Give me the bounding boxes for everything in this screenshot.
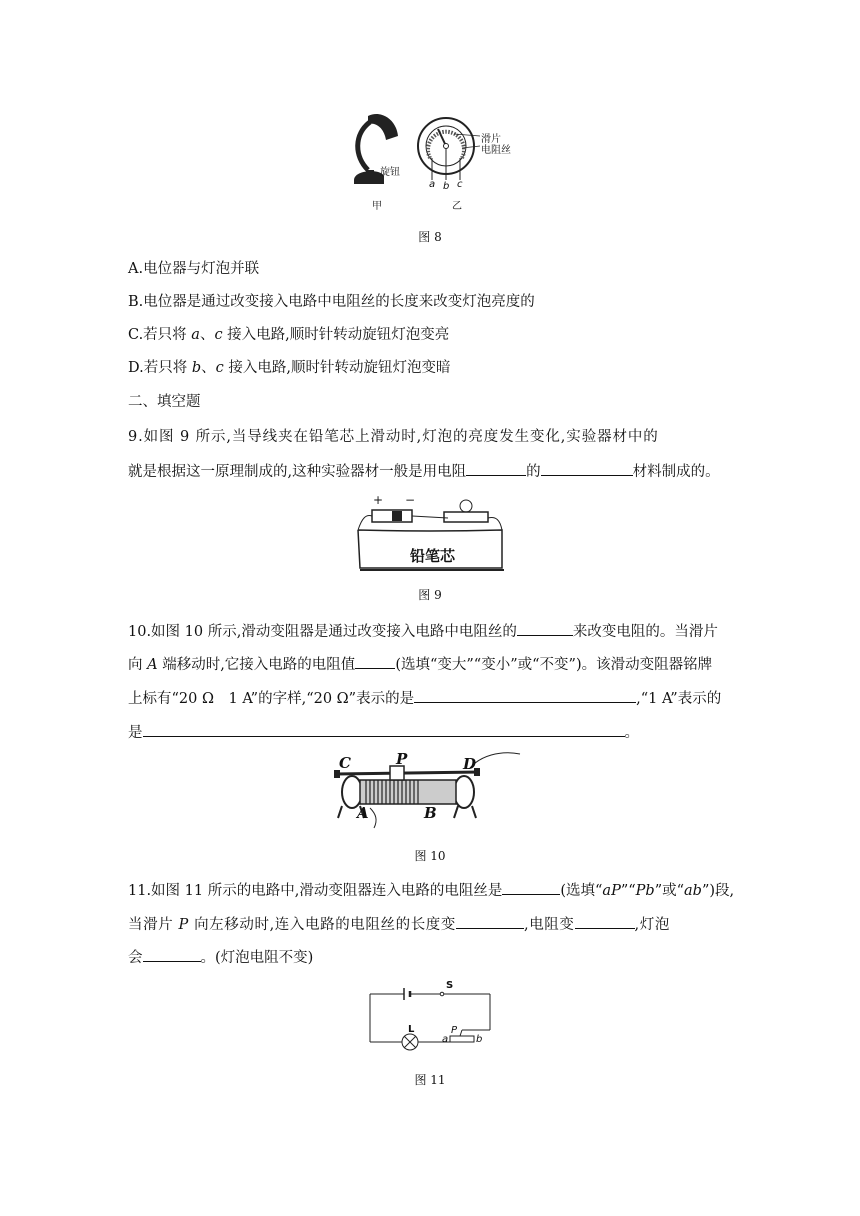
terminal-c-label: C xyxy=(339,754,351,772)
option-d: D.若只将 b、c 接入电路,顺时针转动旋钮灯泡变暗 xyxy=(128,360,451,376)
terminal-d-label: D xyxy=(463,755,477,773)
q10-line-1: 10.如图 10 所示,滑动变阻器是通过改变接入电路中电阻丝的 来改变电阻的。当滑片 xyxy=(128,620,718,642)
switch-s-label: S xyxy=(446,980,454,991)
figure-11-caption: 图 11 xyxy=(414,1073,446,1087)
section-2-title: 二、填空题 xyxy=(128,394,201,410)
knob-label: 旋钮 xyxy=(380,167,400,178)
figure-8-caption: 图 8 xyxy=(418,230,442,244)
q10-line-4: 是 。 xyxy=(128,721,639,743)
option-b: B.电位器是通过改变接入电路中电阻丝的长度来改变灯泡亮度的 xyxy=(128,294,535,310)
fig9-plus: + xyxy=(373,493,384,507)
q9-blank-1[interactable] xyxy=(466,460,526,476)
fig9-minus: − xyxy=(405,493,416,507)
q10-blank-2[interactable] xyxy=(355,653,395,669)
terminal-c-label: c xyxy=(457,179,463,190)
q11-blank-4[interactable] xyxy=(143,946,201,962)
q11-blank-1[interactable] xyxy=(502,879,560,895)
q11-line-3: 会 。(灯泡电阻不变) xyxy=(128,946,313,968)
q10-blank-1[interactable] xyxy=(517,620,573,636)
terminal-a-label: A xyxy=(357,804,369,822)
slider-label: 滑片 xyxy=(481,134,501,145)
q11-blank-2[interactable] xyxy=(456,913,524,929)
pencil-lead-label: 铅笔芯 xyxy=(410,547,456,565)
end-b-label: b xyxy=(476,1034,483,1045)
terminal-a-label: a xyxy=(429,179,436,190)
q11-line-1: 11.如图 11 所示的电路中,滑动变阻器连入电路的电阻丝是 (选填“aP”“Pb”或“ab”)段, xyxy=(128,879,734,901)
q10-line-2: 向 A 端移动时,它接入电路的电阻值 (选填“变大”“变小”或“不变”)。该滑动变阻器铭牌 xyxy=(128,653,712,675)
figure-10-caption: 图 10 xyxy=(414,849,446,863)
terminal-b-label: B xyxy=(424,804,437,822)
q9-line-1: 9.如图 9 所示,当导线夹在铅笔芯上滑动时,灯泡的亮度发生变化,实验器材中的 xyxy=(128,429,659,445)
rheostat-illustration xyxy=(330,748,530,838)
q9-blank-2[interactable] xyxy=(541,460,633,476)
q10-blank-4[interactable] xyxy=(143,721,625,737)
option-c: C.若只将 a、c 接入电路,顺时针转动旋钮灯泡变亮 xyxy=(128,327,450,343)
option-a: A.电位器与灯泡并联 xyxy=(128,261,260,277)
resistance-wire-label: 电阻丝 xyxy=(481,145,511,156)
end-a-label: a xyxy=(442,1034,449,1045)
q9-line-2: 就是根据这一原理制成的,这种实验器材一般是用电阻 的 材料制成的。 xyxy=(128,460,720,482)
figure-9-caption: 图 9 xyxy=(418,588,442,602)
fig8-jia-label: 甲 xyxy=(372,201,382,212)
q10-line-3: 上标有“20 Ω 1 A”的字样,“20 Ω”表示的是 ,“1 A”表示的 xyxy=(128,687,721,709)
q10-blank-3[interactable] xyxy=(414,687,636,703)
slider-p-label: P xyxy=(451,1025,458,1036)
fig8-yi-label: 乙 xyxy=(452,201,462,212)
q11-blank-3[interactable] xyxy=(575,913,635,929)
q11-line-2: 当滑片 P 向左移动时,连入电路的电阻丝的长度变 ,电阻变 ,灯泡 xyxy=(128,913,670,935)
slider-p-label: P xyxy=(396,750,408,768)
terminal-b-label: b xyxy=(443,181,450,192)
lamp-l-label: L xyxy=(408,1024,415,1035)
